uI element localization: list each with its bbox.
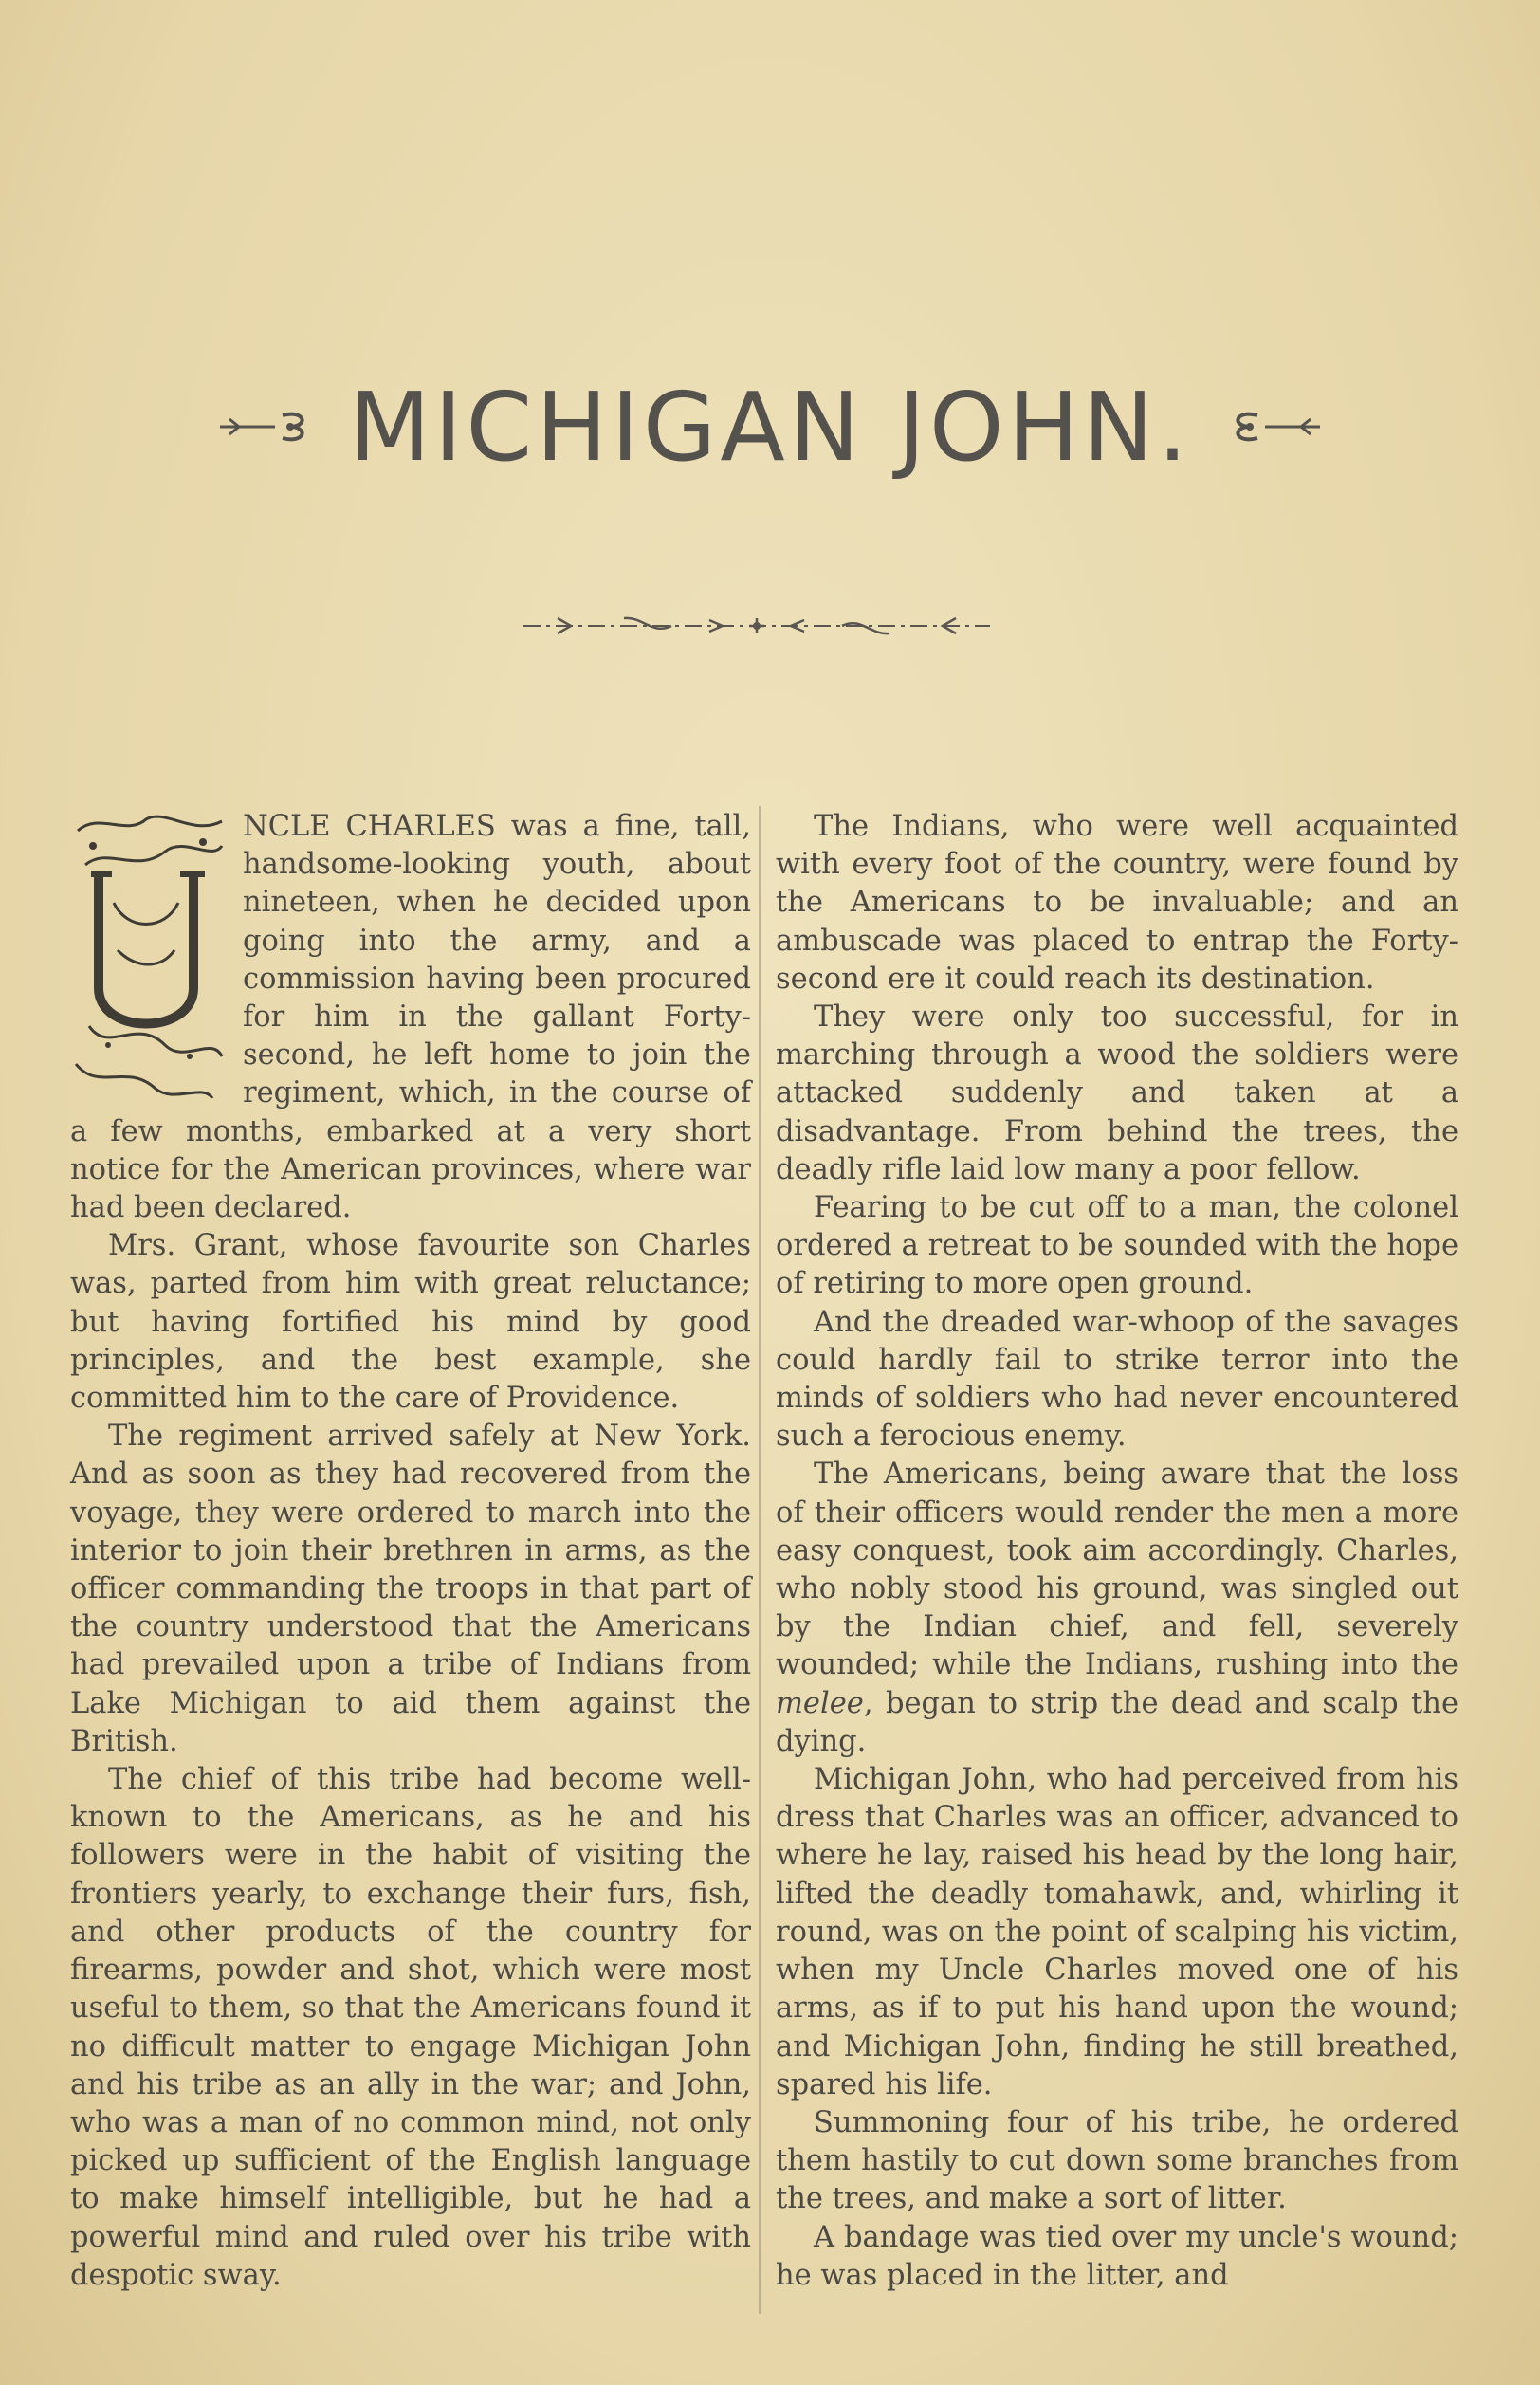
paragraph-5: The Indians, who were well acquainted with every foot of the country, were found by the Americans to be invaluable; and an ambuscade was placed to entrap the Forty-second ere it could reach its destination.	[776, 810, 1458, 996]
column-rule	[759, 806, 761, 2314]
left-column	[70, 808, 751, 2295]
paragraph-7: Fearing to be cut off to a man, the colonel ordered a retreat to be sounded with the hope of retiring to more open ground.	[776, 1191, 1458, 1301]
ornamental-divider	[520, 615, 994, 637]
paragraph-9-text-a: The Americans, being aware that the loss of their officers would render the men a more easy conquest, took aim accordingly. Charles, who nobly stood his ground, was singled out by the Indian chief, and fell, severely wounded; while the Indians, rushing into the	[776, 1458, 1458, 1682]
italic-melee: melee	[776, 1686, 864, 1720]
paragraph-8: And the dreaded war-whoop of the savages could hardly fail to strike terror into the minds of soldiers who had never encountered such a ferocious enemy.	[776, 1305, 1458, 1454]
right-column	[776, 808, 1458, 2295]
paragraph-1-text: NCLE CHARLES was a fine, tall, handsome-looking youth, about nineteen, when he decided upon going into the army, and a commission having been procured for him in the gallant Forty-second, he left home to join the regiment, which, in the course of a few months, embarked at a very short notice for the American provinces, where war had been declared.	[70, 810, 751, 1225]
page-title: MICHIGAN JOHN.	[348, 371, 1192, 483]
paragraph-3: The regiment arrived safely at New York. And as soon as they had recovered from the voyage, they were ordered to march into the interior to join their brethren in arms, as the officer commanding the troops in that part of the country understood that the Americans had prevailed upon a tribe of Indians from Lake Michigan to aid them against the British.	[70, 1420, 751, 1758]
paragraph-11: Summoning four of his tribe, he ordered them hastily to cut down some branches from the trees, and make a sort of litter.	[776, 2105, 1458, 2216]
paragraph-4: The chief of this tribe had become well-known to the Americans, as he and his followers were in the habit of visiting the frontiers yearly, to exchange their furs, fish, and other products of the country for firearms, powder and shot, which were most useful to them, so that the Americans found it no difficult matter to engage Michigan John and his tribe as an ally in the war; and John, who was a man of no common mind, not only picked up sufficient of the English language to make himself intelligible, but he had a powerful mind and ruled over his tribe with despotic sway.	[70, 1763, 751, 2292]
left-flourish-ornament	[216, 408, 321, 446]
paragraph-9	[776, 1456, 1458, 1761]
right-flourish-ornament	[1219, 408, 1324, 446]
paragraph-10: Michigan John, who had perceived from his dress that Charles was an officer, advanced to where he lay, raised his head by the long hair, lifted the deadly tomahawk, and, whirling it round, was on the point of scalping his victim, when my Uncle Charles moved one of his arms, as if to put his hand upon the wound; and Michigan John, finding he still breathed, spared his life.	[776, 1763, 1458, 2101]
title-row	[0, 371, 1540, 483]
paragraph-12: A bandage was tied over my uncle's wound; he was placed in the litter, and	[776, 2220, 1458, 2292]
paragraph-2: Mrs. Grant, whose favourite son Charles was, parted from him with great reluctance; but having fortified his mind by good principles, and the best example, she committed him to the care of Providence.	[70, 1229, 751, 1416]
paragraph-9-text-b: , began to strip the dead and scalp the dying.	[776, 1686, 1458, 1758]
paragraph-1	[70, 808, 751, 1227]
decorative-dropcap-U	[70, 808, 229, 1110]
paragraph-6: They were only too successful, for in marching through a wood the soldiers were attacked suddenly and taken at a disadvantage. From behind the trees, the deadly rifle laid low many a poor fellow.	[776, 1000, 1458, 1186]
